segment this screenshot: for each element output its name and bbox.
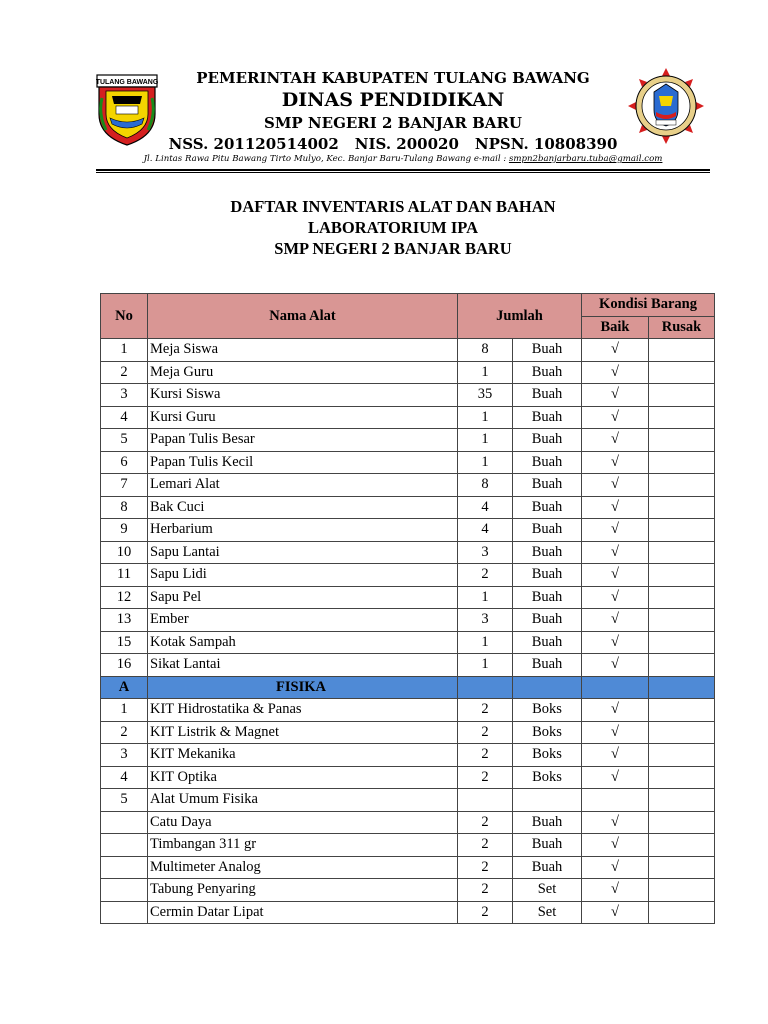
cell-no: 1 — [101, 699, 148, 722]
cell-nama-alat: Lemari Alat — [148, 474, 458, 497]
column-header-baik: Baik — [582, 316, 649, 339]
title-line-2: LABORATORIUM IPA — [307, 218, 479, 237]
cell-no — [101, 856, 148, 879]
cell-nama-alat: Sapu Lantai — [148, 541, 458, 564]
cell-baik: √ — [582, 834, 649, 857]
cell-no: 3 — [101, 384, 148, 407]
cell-no: 1 — [101, 339, 148, 362]
cell-nama-alat: Sapu Lidi — [148, 564, 458, 587]
tulang-bawang-logo — [96, 74, 158, 146]
cell-jumlah: 8 — [458, 339, 513, 362]
cell-satuan: Buah — [513, 586, 582, 609]
table-header-row — [101, 294, 715, 317]
school-address — [96, 154, 710, 164]
cell-nama-alat: Timbangan 311 gr — [148, 834, 458, 857]
table-row — [101, 609, 715, 632]
table-row — [101, 699, 715, 722]
cell-baik: √ — [582, 564, 649, 587]
nss-number: NSS. 201120514002 — [168, 135, 339, 153]
cell-no: 11 — [101, 564, 148, 587]
cell-rusak — [649, 384, 715, 407]
column-header-rusak: Rusak — [649, 316, 715, 339]
cell-nama-alat: Multimeter Analog — [148, 856, 458, 879]
cell-rusak — [649, 406, 715, 429]
cell-nama-alat: Herbarium — [148, 519, 458, 542]
cell-jumlah: 2 — [458, 766, 513, 789]
cell-rusak — [649, 451, 715, 474]
cell-satuan: Boks — [513, 721, 582, 744]
table-row — [101, 496, 715, 519]
cell-satuan: Buah — [513, 654, 582, 677]
cell-jumlah: 8 — [458, 474, 513, 497]
cell-rusak — [649, 541, 715, 564]
cell-jumlah: 2 — [458, 811, 513, 834]
cell-satuan: Buah — [513, 541, 582, 564]
cell-jumlah: 2 — [458, 721, 513, 744]
table-row — [101, 474, 715, 497]
cell-baik: √ — [582, 901, 649, 924]
cell-satuan: Buah — [513, 631, 582, 654]
cell-rusak — [649, 339, 715, 362]
cell-baik: √ — [582, 879, 649, 902]
cell-no — [101, 901, 148, 924]
cell-jumlah: 4 — [458, 496, 513, 519]
cell-nama-alat: KIT Hidrostatika & Panas — [148, 699, 458, 722]
cell-jumlah: 2 — [458, 699, 513, 722]
cell-no: 3 — [101, 744, 148, 767]
cell-rusak — [649, 496, 715, 519]
cell-no: 8 — [101, 496, 148, 519]
logo-label: TULANG BAWANG — [96, 79, 158, 86]
cell-jumlah: 2 — [458, 744, 513, 767]
section-title: FISIKA — [148, 676, 458, 699]
table-row — [101, 384, 715, 407]
cell-satuan: Buah — [513, 496, 582, 519]
table-row — [101, 834, 715, 857]
school-name: SMP NEGERI 2 BANJAR BARU — [263, 114, 522, 132]
cell-jumlah: 3 — [458, 609, 513, 632]
cell-no — [101, 834, 148, 857]
cell-nama-alat: Kotak Sampah — [148, 631, 458, 654]
cell-satuan: Boks — [513, 766, 582, 789]
npsn-number: NPSN. 10808390 — [474, 135, 618, 153]
cell-nama-alat: Bak Cuci — [148, 496, 458, 519]
school-identifiers — [160, 133, 626, 155]
agency-name: DINAS PENDIDIKAN — [281, 89, 505, 111]
column-header-kondisi-barang: Kondisi Barang — [582, 294, 715, 317]
cell-satuan: Buah — [513, 429, 582, 452]
table-row — [101, 654, 715, 677]
cell-baik: √ — [582, 654, 649, 677]
cell-rusak — [649, 721, 715, 744]
section-row — [101, 676, 715, 699]
cell-nama-alat: Catu Daya — [148, 811, 458, 834]
cell-no: 9 — [101, 519, 148, 542]
cell-rusak — [649, 564, 715, 587]
lampung-province-logo — [626, 66, 706, 146]
cell-jumlah: 3 — [458, 541, 513, 564]
cell-rusak — [649, 879, 715, 902]
table-row — [101, 406, 715, 429]
cell-no — [101, 811, 148, 834]
empty-cell — [458, 676, 513, 699]
cell-rusak — [649, 901, 715, 924]
cell-nama-alat: Alat Umum Fisika — [148, 789, 458, 812]
table-row — [101, 901, 715, 924]
inventory-table — [100, 293, 715, 924]
cell-no: 10 — [101, 541, 148, 564]
cell-satuan: Boks — [513, 699, 582, 722]
table-row — [101, 564, 715, 587]
letterhead-rule — [96, 169, 710, 171]
cell-jumlah: 1 — [458, 586, 513, 609]
cell-jumlah: 4 — [458, 519, 513, 542]
column-header-jumlah: Jumlah — [458, 294, 582, 339]
cell-nama-alat: Meja Guru — [148, 361, 458, 384]
cell-jumlah: 2 — [458, 856, 513, 879]
cell-baik: √ — [582, 451, 649, 474]
cell-satuan: Buah — [513, 856, 582, 879]
table-row — [101, 766, 715, 789]
column-header-no: No — [101, 294, 148, 339]
cell-baik: √ — [582, 811, 649, 834]
section-code: A — [101, 676, 148, 699]
empty-cell — [649, 676, 715, 699]
table-row — [101, 586, 715, 609]
letterhead-rule-thin — [96, 172, 710, 173]
table-row — [101, 721, 715, 744]
address-text: Jl. Lintas Rawa Pitu Bawang Tirto Mulyo, Kec. Banjar Baru-Tulang Bawang e-mail : — [143, 154, 509, 164]
cell-baik: √ — [582, 361, 649, 384]
cell-jumlah: 35 — [458, 384, 513, 407]
table-row — [101, 519, 715, 542]
table-row — [101, 429, 715, 452]
cell-baik: √ — [582, 429, 649, 452]
title-line-1: DAFTAR INVENTARIS ALAT DAN BAHAN — [230, 197, 556, 216]
cell-satuan: Buah — [513, 474, 582, 497]
table-body — [101, 339, 715, 924]
nis-number: NIS. 200020 — [354, 135, 459, 153]
cell-rusak — [649, 789, 715, 812]
cell-nama-alat: Kursi Siswa — [148, 384, 458, 407]
cell-nama-alat: Kursi Guru — [148, 406, 458, 429]
cell-satuan: Buah — [513, 519, 582, 542]
table-row — [101, 339, 715, 362]
cell-baik: √ — [582, 384, 649, 407]
table-row — [101, 451, 715, 474]
cell-no: 16 — [101, 654, 148, 677]
cell-jumlah: 1 — [458, 631, 513, 654]
cell-satuan: Buah — [513, 361, 582, 384]
cell-no: 7 — [101, 474, 148, 497]
cell-nama-alat: KIT Optika — [148, 766, 458, 789]
cell-satuan: Boks — [513, 744, 582, 767]
cell-baik: √ — [582, 519, 649, 542]
cell-no: 4 — [101, 406, 148, 429]
cell-rusak — [649, 699, 715, 722]
cell-baik: √ — [582, 766, 649, 789]
cell-satuan: Set — [513, 879, 582, 902]
email-link[interactable]: smpn2banjarbaru.tuba@gmail.com — [508, 154, 663, 164]
cell-satuan: Set — [513, 901, 582, 924]
cell-nama-alat: Papan Tulis Kecil — [148, 451, 458, 474]
cell-baik: √ — [582, 609, 649, 632]
table-row — [101, 879, 715, 902]
cell-jumlah: 1 — [458, 406, 513, 429]
cell-rusak — [649, 474, 715, 497]
empty-cell — [582, 676, 649, 699]
cell-no: 13 — [101, 609, 148, 632]
cell-rusak — [649, 766, 715, 789]
cell-baik — [582, 789, 649, 812]
cell-satuan: Buah — [513, 339, 582, 362]
cell-no: 4 — [101, 766, 148, 789]
cell-baik: √ — [582, 699, 649, 722]
cell-rusak — [649, 631, 715, 654]
cell-no: 5 — [101, 789, 148, 812]
cell-rusak — [649, 586, 715, 609]
table-row — [101, 811, 715, 834]
government-name: PEMERINTAH KABUPATEN TULANG BAWANG — [196, 69, 590, 87]
cell-nama-alat: KIT Listrik & Magnet — [148, 721, 458, 744]
cell-baik: √ — [582, 744, 649, 767]
table-row — [101, 789, 715, 812]
cell-baik: √ — [582, 474, 649, 497]
cell-satuan: Buah — [513, 451, 582, 474]
cell-rusak — [649, 811, 715, 834]
cell-baik: √ — [582, 856, 649, 879]
cell-nama-alat: Sikat Lantai — [148, 654, 458, 677]
cell-rusak — [649, 519, 715, 542]
cell-no — [101, 879, 148, 902]
table-row — [101, 541, 715, 564]
cell-baik: √ — [582, 496, 649, 519]
cell-baik: √ — [582, 586, 649, 609]
cell-jumlah: 2 — [458, 834, 513, 857]
cell-satuan: Buah — [513, 834, 582, 857]
cell-jumlah: 1 — [458, 429, 513, 452]
cell-nama-alat: Ember — [148, 609, 458, 632]
cell-no: 5 — [101, 429, 148, 452]
cell-rusak — [649, 429, 715, 452]
cell-jumlah: 2 — [458, 564, 513, 587]
cell-satuan: Buah — [513, 609, 582, 632]
cell-satuan: Buah — [513, 384, 582, 407]
table-row — [101, 744, 715, 767]
cell-rusak — [649, 361, 715, 384]
cell-baik: √ — [582, 631, 649, 654]
cell-satuan: Buah — [513, 811, 582, 834]
cell-satuan: Buah — [513, 564, 582, 587]
cell-no: 2 — [101, 361, 148, 384]
cell-nama-alat: KIT Mekanika — [148, 744, 458, 767]
cell-baik: √ — [582, 339, 649, 362]
cell-nama-alat: Sapu Pel — [148, 586, 458, 609]
empty-cell — [513, 676, 582, 699]
cell-baik: √ — [582, 406, 649, 429]
cell-rusak — [649, 856, 715, 879]
letterhead — [160, 68, 626, 155]
cell-rusak — [649, 834, 715, 857]
cell-no: 6 — [101, 451, 148, 474]
cell-satuan: Buah — [513, 406, 582, 429]
cell-no: 15 — [101, 631, 148, 654]
table-row — [101, 631, 715, 654]
cell-baik: √ — [582, 541, 649, 564]
cell-jumlah — [458, 789, 513, 812]
cell-jumlah: 1 — [458, 451, 513, 474]
cell-no: 2 — [101, 721, 148, 744]
cell-no: 12 — [101, 586, 148, 609]
cell-nama-alat: Cermin Datar Lipat — [148, 901, 458, 924]
cell-rusak — [649, 654, 715, 677]
cell-satuan — [513, 789, 582, 812]
cell-jumlah: 1 — [458, 361, 513, 384]
title-line-3: SMP NEGERI 2 BANJAR BARU — [274, 239, 512, 258]
document-title — [96, 196, 690, 259]
cell-jumlah: 2 — [458, 879, 513, 902]
cell-nama-alat: Papan Tulis Besar — [148, 429, 458, 452]
cell-rusak — [649, 744, 715, 767]
cell-jumlah: 2 — [458, 901, 513, 924]
cell-rusak — [649, 609, 715, 632]
table-row — [101, 361, 715, 384]
cell-nama-alat: Tabung Penyaring — [148, 879, 458, 902]
table-row — [101, 856, 715, 879]
cell-jumlah: 1 — [458, 654, 513, 677]
cell-nama-alat: Meja Siswa — [148, 339, 458, 362]
cell-baik: √ — [582, 721, 649, 744]
column-header-nama-alat: Nama Alat — [148, 294, 458, 339]
